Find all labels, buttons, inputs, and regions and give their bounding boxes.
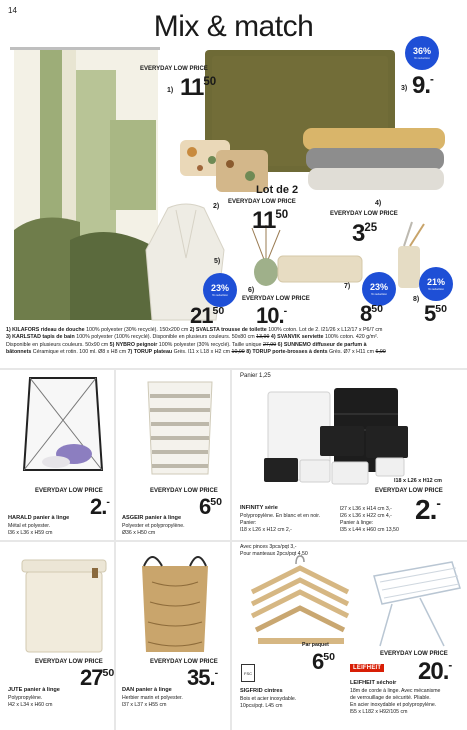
description-segment: 100% polyester (30% recyclé). 150x200 cm <box>84 327 190 333</box>
dan-name: DAN panier à linge <box>122 687 172 693</box>
infinity-size-2: l27 x L36 x H14 cm 3,- <box>340 506 392 512</box>
old-price: 10,99 <box>231 348 245 355</box>
asgeir-material: Polyester et polypropylène. <box>122 523 185 529</box>
infinity-panier-label: Panier: <box>240 520 257 526</box>
item-number-5: 5) <box>214 258 221 265</box>
sigfrid-name: SIGFRID cintres <box>240 688 283 694</box>
leifheit-line-2: de verrouillage de sécurité. Pliable. <box>350 695 431 701</box>
item-number-6: 6) <box>248 287 255 294</box>
price-dan: 35.- <box>187 665 219 690</box>
sigfrid-hangers <box>252 556 348 644</box>
elp-label-infinity: EVERYDAY LOW PRICE <box>375 488 443 494</box>
price-leifheit: 20.- <box>418 658 453 685</box>
description-segment: bâtonnets <box>6 348 32 355</box>
dan-material: Herbier marin et polyester. <box>122 695 183 701</box>
curtain-rod <box>10 47 160 50</box>
infinity-size-3: l26 x L36 x H22 cm 4,- <box>340 513 392 519</box>
elp-label-harald: EVERYDAY LOW PRICE <box>35 488 103 494</box>
sigfrid-pinces-price: Avec pinces 3pcs/pqt 3,- <box>240 544 297 550</box>
sigfrid-manteaux-price: Pour manteaux 2pcs/pqt 4,50 <box>240 551 308 557</box>
price-sunnemo: 10.- <box>256 303 288 328</box>
discount-badge-nybro: 23% % reduction <box>203 273 237 307</box>
description-segment: 6) SUNNEMO diffuseur de parfum à <box>276 341 367 348</box>
description-segment: Disponible en plusieurs couleurs. 50x90 cm <box>6 341 110 348</box>
elp-label-asgeir: EVERYDAY LOW PRICE <box>150 488 218 494</box>
description-segment: 3) KARLSTAD tapis de bain <box>6 334 75 341</box>
product-descriptions <box>6 327 464 356</box>
item-number-1: 1) <box>167 87 174 94</box>
old-price: 13,99 <box>256 334 270 341</box>
shower-curtain <box>14 50 160 320</box>
leifheit-line-3: En acier inoxydable et polypropylène. <box>350 702 437 708</box>
lot-de-2-label: Lot de 2 <box>256 184 299 196</box>
price-svalsta: $11^{50}$ <box>252 207 289 234</box>
harald-dimensions: l36 x L36 x H59 cm <box>8 530 53 536</box>
price-harald: 2.- <box>90 494 110 519</box>
tray <box>278 256 362 282</box>
leifheit-name: LEIFHEIT séchoir <box>350 680 397 686</box>
old-price: 6,99 <box>375 348 386 355</box>
page-number: 14 <box>8 6 17 15</box>
item-number-4: 4) <box>375 200 382 207</box>
discount-badge-torup-porte-brosses: 21% % reduction <box>419 267 453 301</box>
jute-material: Polypropylène. <box>8 695 43 701</box>
row1-illustrations <box>0 370 467 485</box>
leifheit-line-1: 18m de corde à linge. Avec mécanisme <box>350 688 441 694</box>
elp-label-jute: EVERYDAY LOW PRICE <box>35 659 103 665</box>
harald-name: HARALD panier à linge <box>8 515 70 521</box>
infinity-material: Polypropylène. En blanc et en noir. <box>240 513 321 519</box>
elp-label-1: EVERYDAY LOW PRICE <box>140 66 208 72</box>
description-segment: 1) KILAFORS rideau de douche <box>6 327 85 333</box>
row2-illustrations <box>0 542 467 657</box>
price-jute: $27^{50}$ <box>80 665 115 690</box>
description-segment: 4) SVANVIK serviette <box>269 334 324 341</box>
jute-hamper <box>22 560 106 652</box>
infinity-name: INFINITY série <box>240 505 278 511</box>
discount-badge-torup-plateau: 23% % reduction <box>362 272 396 306</box>
description-segment: 100% polyester (30% recyclé). Taille unique <box>157 341 263 348</box>
price-nybro: $21^{50}$ <box>190 303 225 328</box>
infinity-panier-size: l18 x L26 x H12 cm 2,- <box>240 527 292 533</box>
leifheit-drying-rack <box>374 562 460 646</box>
price-karlstad: 9.- <box>412 72 434 99</box>
price-svanvik: $3^{25}$ <box>352 220 378 247</box>
price-kilafors: $11^{50}$ <box>180 74 217 101</box>
elp-label-leifheit: EVERYDAY LOW PRICE <box>380 651 448 657</box>
jute-dimensions: l42 x L34 x H60 cm <box>8 702 53 708</box>
elp-label-6: EVERYDAY LOW PRICE <box>242 296 310 302</box>
description-line <box>6 349 464 356</box>
price-infinity: 2.- <box>415 494 441 525</box>
sigfrid-material: Bois et acier inoxydable. <box>240 696 297 702</box>
price-torup-plateau: $8^{50}$ <box>360 301 383 326</box>
description-line <box>6 342 464 349</box>
elp-label-dan: EVERYDAY LOW PRICE <box>150 659 218 665</box>
description-segment: Céramique et rotin. 100 ml. Ø8 x H8 cm <box>31 348 128 355</box>
infinity-dimension-label: l18 x L26 x H12 cm <box>394 478 442 484</box>
description-segment: 2) SVALSTA trousse de toilette <box>189 327 267 333</box>
elp-label-4: EVERYDAY LOW PRICE <box>330 211 398 217</box>
dan-dimensions: l37 x L37 x H55 cm <box>122 702 167 708</box>
description-line <box>6 327 464 334</box>
fsc-logo: FSC <box>241 664 255 682</box>
dan-basket <box>142 557 208 652</box>
asgeir-hamper <box>148 382 212 474</box>
infinity-hamper-label: Panier à linge: <box>340 520 374 526</box>
description-segment: Grès. l11 x L18 x H2 cm <box>172 348 232 355</box>
description-segment: 8) TORUP porte-brosses à dents <box>244 348 328 355</box>
price-asgeir: $6^{50}$ <box>199 494 222 519</box>
harald-hamper <box>24 378 102 470</box>
page-title: Mix & match <box>153 10 314 43</box>
item-number-8: 8) <box>413 296 420 303</box>
description-segment: 100% coton. Lot de 2. l21/26 x L12/17 x P6/7 cm <box>266 327 383 333</box>
item-number-2: 2) <box>213 203 220 210</box>
description-segment: 5) NYBRO peignoir <box>109 341 158 348</box>
price-torup-porte-brosses: $5^{50}$ <box>424 301 447 326</box>
elp-label-2: EVERYDAY LOW PRICE <box>228 199 296 205</box>
description-segment: Grès. Ø7 x H11 cm <box>327 348 376 355</box>
description-segment: 7) TORUP plateau <box>127 348 173 355</box>
old-price: 27,99 <box>262 341 277 348</box>
harald-material: Métal et polyester. <box>8 523 51 529</box>
jute-name: JUTE panier à linge <box>8 687 60 693</box>
description-segment: 100% coton. 420 g/m². <box>323 334 379 341</box>
asgeir-dimensions: Ø36 x H50 cm <box>122 530 156 536</box>
leifheit-dimensions: l55 x L182 x H92/105 cm <box>350 709 408 715</box>
infinity-hamper-size: l35 x L44 x H60 cm 13,50 <box>340 527 399 533</box>
infinity-baskets <box>264 388 408 484</box>
description-segment: 100% polyester (100% recyclé). Disponible en plusieurs couleurs. 50x80 cm <box>74 334 257 341</box>
infinity-panier-price: Panier 1,25 <box>240 373 271 379</box>
price-sigfrid: $6^{50}$ <box>312 649 335 674</box>
item-number-7: 7) <box>344 283 351 290</box>
par-paquet-label: Par paquet <box>302 642 329 648</box>
diffuser <box>252 225 280 286</box>
asgeir-name: ASGEIR panier à linge <box>122 515 182 521</box>
sigfrid-dimensions: 10pcs/pqt. L45 cm <box>240 703 283 709</box>
description-line <box>6 334 464 341</box>
towels <box>303 128 445 190</box>
item-number-3: 3) <box>401 85 408 92</box>
discount-badge-karlstad: 36% % reduction <box>405 36 439 70</box>
leifheit-logo: LEIFHEIT <box>350 664 384 672</box>
